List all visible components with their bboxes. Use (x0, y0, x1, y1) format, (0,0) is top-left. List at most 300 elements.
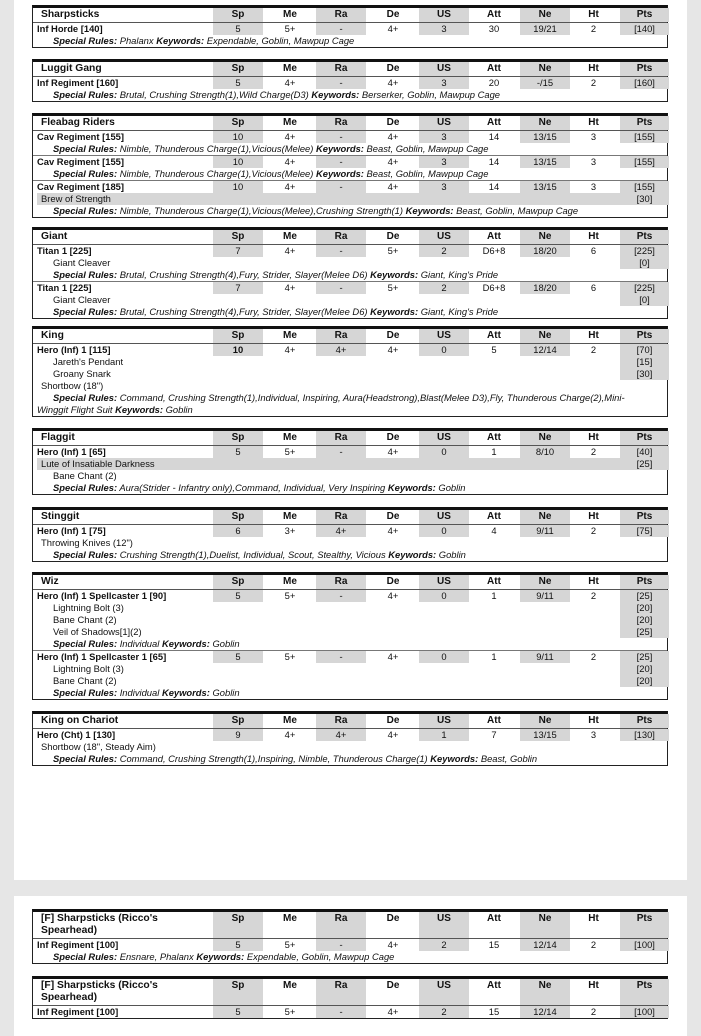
unit-name (41, 116, 115, 130)
stat-me: 4+ (284, 344, 296, 355)
column-header-ne: Ne (538, 9, 552, 20)
stat-ht: 2 (590, 23, 597, 34)
column-header-sp: Sp (231, 432, 245, 443)
stat-att: D6+8 (482, 245, 506, 256)
column-header-ra: Ra (334, 117, 348, 128)
column-header-ra: Ra (334, 715, 348, 726)
column-header-ra: Ra (334, 432, 348, 443)
unit-name (41, 431, 75, 445)
unit-row (33, 180, 667, 193)
unit-type-points: [90] (146, 590, 167, 601)
unit-row (33, 155, 667, 168)
stat-me: 5+ (284, 446, 296, 457)
column-header-ne: Ne (538, 63, 552, 74)
stat-de: 5+ (387, 245, 399, 256)
unit-type (37, 1006, 118, 1018)
unit-name-line: [F] Sharpsticks (Ricco's (41, 913, 158, 924)
stat-ne: 12/14 (533, 939, 557, 950)
unit-name-line: Spearhead) (41, 992, 98, 1003)
column-header-pts: Pts (636, 9, 653, 20)
unit-row (33, 35, 667, 47)
stat-pts: [100] (634, 1006, 655, 1017)
stat-ra: - (339, 590, 343, 601)
special-rules (53, 143, 488, 155)
stat-pts: [140] (634, 23, 655, 34)
unit-type (37, 446, 106, 458)
keywords-label: Keywords: (370, 306, 419, 317)
column-header-ht: Ht (588, 576, 599, 587)
stat-de: 4+ (387, 525, 399, 536)
unit-row (33, 143, 667, 155)
unit-row (33, 404, 667, 416)
keywords-text: Beast, Goblin (480, 753, 538, 764)
unit-type-label: Cav Regiment [155] (37, 131, 125, 142)
stat-ne: 18/20 (533, 282, 557, 293)
stat-us: 0 (441, 344, 447, 355)
stat-me: 4+ (284, 156, 296, 167)
special-rules-text: Phalanx (119, 35, 154, 46)
stat-att: 15 (488, 1006, 500, 1017)
special-rules (53, 35, 354, 47)
stat-de: 4+ (387, 23, 399, 34)
unit-type (37, 729, 115, 741)
column-header-me: Me (283, 576, 297, 587)
upgrade-item: Bane Chant (2) (53, 470, 117, 481)
unit-block (32, 572, 668, 700)
keywords-text: Giant, King's Pride (420, 269, 499, 280)
column-header-att: Att (487, 117, 501, 128)
unit-type-label: Hero (Inf) 1 (37, 590, 87, 601)
stat-us: 3 (441, 23, 447, 34)
stat-me: 5+ (284, 939, 296, 950)
special-rules-label: Special Rules: (53, 687, 118, 698)
stat-ne: 8/10 (535, 446, 555, 457)
column-header-us: US (437, 117, 451, 128)
column-header-pts: Pts (636, 511, 653, 522)
column-header-ne: Ne (538, 715, 552, 726)
stat-us: 3 (441, 131, 447, 142)
unit-name-line: Wiz (41, 576, 59, 587)
special-rules-text: Brutal, Crushing Strength(4),Fury, Strider, Slayer(Melee D6) (119, 269, 368, 280)
special-rules-text: Command, Crushing Strength(1),Individual, Inspiring, Aura(Headstrong),Blast(Melee D3),Fly, Thunderous Charge(2),Mini- (119, 392, 625, 403)
unit-type (37, 590, 166, 602)
stat-ne: 9/11 (536, 590, 554, 601)
column-header-us: US (437, 511, 451, 522)
column-header-ne: Ne (538, 980, 552, 991)
stat-us: 2 (441, 939, 447, 950)
column-header-sp: Sp (231, 576, 245, 587)
unit-row (33, 306, 667, 318)
unit-type (37, 23, 103, 35)
stat-pts: [155] (634, 156, 655, 167)
keywords-label: Keywords: (311, 89, 360, 100)
column-header-ne: Ne (538, 117, 552, 128)
stat-ra: 4+ (335, 344, 347, 355)
special-rules-text: Nimble, Thunderous Charge(1),Vicious(Melee),Crushing Strength(1) (119, 205, 403, 216)
stat-sp: 10 (232, 181, 244, 192)
column-header-ht: Ht (588, 117, 599, 128)
stat-att: 14 (488, 156, 500, 167)
stat-sp: 5 (235, 1006, 241, 1017)
stat-de: 4+ (387, 181, 399, 192)
stat-att: 1 (491, 446, 497, 457)
stat-sp: 9 (235, 729, 241, 740)
unit-block (32, 976, 668, 1019)
stat-us: 2 (441, 245, 447, 256)
unit-row (33, 939, 667, 951)
stat-us: 0 (441, 651, 447, 662)
column-header-sp: Sp (231, 231, 245, 242)
special-rules (53, 482, 466, 494)
unit-block (32, 59, 668, 102)
stat-pts: [25] (636, 590, 653, 601)
stat-pts: [130] (634, 729, 655, 740)
unit-type-label: Cav Regiment [185] (37, 181, 125, 192)
column-header-de: De (386, 980, 400, 991)
unit-row (33, 602, 667, 614)
unit-type (37, 181, 124, 193)
special-rules (53, 306, 498, 318)
stat-us: 3 (441, 156, 447, 167)
stat-ra: - (339, 939, 343, 950)
unit-row (33, 626, 667, 638)
special-rules (53, 638, 240, 650)
upgrade-item: Throwing Knives (12") (41, 537, 133, 548)
unit-row (33, 590, 667, 602)
stat-sp: 5 (235, 939, 241, 950)
unit-row (33, 257, 667, 269)
stat-pts: [225] (634, 282, 655, 293)
unit-name-line: Sharpsticks (41, 9, 100, 20)
special-rules-label: Special Rules: (53, 482, 118, 493)
column-header-ra: Ra (334, 511, 348, 522)
unit-type (37, 282, 92, 294)
stat-ht: 6 (590, 245, 597, 256)
stat-pts: [155] (634, 181, 655, 192)
column-header-pts: Pts (636, 913, 653, 924)
stat-us: 1 (441, 729, 447, 740)
unit-header (33, 230, 667, 245)
upgrade-points: [0] (639, 257, 650, 268)
stat-me: 5+ (284, 1006, 296, 1017)
special-rules-text: Aura(Strider - Infantry only),Command, Individual, Very Inspiring (119, 482, 386, 493)
column-header-sp: Sp (231, 715, 245, 726)
unit-header (33, 510, 667, 525)
special-rules-label: Special Rules: (53, 143, 118, 154)
special-rules-label: Special Rules: (53, 269, 118, 280)
special-rules-text: Brutal, Crushing Strength(4),Fury, Strider, Slayer(Melee D6) (119, 306, 368, 317)
special-rules-label: Special Rules: (53, 951, 118, 962)
column-header-ra: Ra (334, 231, 348, 242)
stat-sp: 7 (235, 245, 241, 256)
stat-us: 0 (441, 446, 447, 457)
column-header-me: Me (283, 330, 297, 341)
unit-block (32, 507, 668, 562)
column-header-ra: Ra (334, 63, 348, 74)
keywords-label: Keywords: (161, 638, 210, 649)
unit-name-line: [F] Sharpsticks (Ricco's (41, 980, 158, 991)
stat-sp: 10 (232, 156, 244, 167)
upgrade-points: [15] (636, 356, 653, 367)
stat-ra: - (339, 1006, 343, 1017)
unit-header (33, 714, 667, 729)
special-rules-text: Ensnare, Phalanx (119, 951, 194, 962)
column-header-me: Me (283, 9, 297, 20)
stat-ht: 2 (590, 939, 597, 950)
stat-me: 4+ (284, 77, 296, 88)
stat-me: 4+ (284, 282, 296, 293)
unit-block (32, 5, 668, 48)
column-header-ne: Ne (538, 432, 552, 443)
stat-me: 5+ (284, 651, 296, 662)
stat-att: 15 (488, 939, 500, 950)
stat-ne: 12/14 (533, 344, 557, 355)
keywords-text: Expendable, Goblin, Mawpup Cage (246, 951, 395, 962)
column-header-att: Att (487, 330, 501, 341)
stat-ra: 4+ (335, 729, 347, 740)
column-header-att: Att (487, 511, 501, 522)
upgrade-points: [20] (636, 602, 653, 613)
unit-header (33, 575, 667, 590)
special-rules-text: Nimble, Thunderous Charge(1),Vicious(Melee) (119, 168, 314, 179)
stat-ra: - (339, 77, 343, 88)
unit-type-label: Inf Regiment [100] (37, 939, 119, 950)
stat-pts: [75] (636, 525, 653, 536)
stat-ra: - (339, 446, 343, 457)
upgrade-item: Lightning Bolt (3) (53, 602, 124, 613)
unit-row (33, 356, 667, 368)
stat-att: 5 (491, 344, 497, 355)
stat-ht: 2 (590, 525, 597, 536)
stat-me: 4+ (284, 729, 296, 740)
stat-sp: 5 (235, 651, 241, 662)
unit-type (37, 344, 110, 356)
keywords-text: Berserker, Goblin, Mawpup Cage (361, 89, 501, 100)
unit-name (41, 62, 102, 76)
keywords-text: Goblin (438, 549, 466, 560)
column-header-me: Me (283, 63, 297, 74)
keywords-text: Goblin (165, 404, 193, 415)
unit-row (33, 470, 667, 482)
upgrade-item: Lute of Insatiable Darkness (41, 458, 155, 469)
stat-ht: 2 (590, 651, 597, 662)
stat-us: 0 (441, 590, 447, 601)
column-header-pts: Pts (636, 715, 653, 726)
stat-de: 4+ (387, 131, 399, 142)
upgrade-points: [20] (636, 663, 653, 674)
unit-header (33, 979, 667, 1006)
stat-de: 4+ (387, 729, 399, 740)
stat-pts: [25] (636, 651, 653, 662)
stat-me: 4+ (284, 245, 296, 256)
stat-ne: 13/15 (533, 729, 557, 740)
unit-row (33, 458, 667, 470)
unit-row (33, 368, 667, 380)
stat-us: 3 (441, 77, 447, 88)
unit-block (32, 227, 668, 319)
column-header-me: Me (283, 715, 297, 726)
stat-ne: 18/20 (533, 245, 557, 256)
stat-ht: 6 (590, 282, 597, 293)
column-header-me: Me (283, 231, 297, 242)
stat-ra: - (339, 156, 343, 167)
stat-sp: 5 (235, 23, 241, 34)
column-header-us: US (437, 913, 451, 924)
column-header-ht: Ht (588, 432, 599, 443)
unit-row (33, 294, 667, 306)
upgrade-points: [0] (639, 294, 650, 305)
upgrade-points: [30] (636, 193, 653, 204)
column-header-att: Att (487, 715, 501, 726)
unit-type (37, 131, 124, 143)
stat-ne: 9/11 (536, 525, 554, 536)
stat-ht: 3 (590, 131, 597, 142)
unit-row (33, 193, 667, 205)
keywords-text: Goblin (212, 687, 240, 698)
column-header-de: De (386, 913, 400, 924)
column-header-de: De (386, 432, 400, 443)
unit-name (41, 913, 158, 937)
column-header-ht: Ht (588, 715, 599, 726)
unit-row (33, 729, 667, 741)
unit-header (33, 116, 667, 131)
stat-de: 4+ (387, 344, 399, 355)
unit-name-line: Stinggit (41, 511, 80, 522)
special-rules (53, 205, 578, 217)
unit-row (33, 638, 667, 650)
unit-row (33, 281, 667, 294)
keywords-label: Keywords: (161, 687, 210, 698)
column-header-de: De (386, 576, 400, 587)
column-header-us: US (437, 980, 451, 991)
special-rules-text: Command, Crushing Strength(1),Inspiring, Nimble, Thunderous Charge(1) (119, 753, 428, 764)
upgrade-item: Bane Chant (2) (53, 614, 117, 625)
keywords-text: Giant, King's Pride (420, 306, 499, 317)
unit-row (33, 344, 667, 356)
column-header-ne: Ne (538, 511, 552, 522)
upgrade-item: Brew of Strength (41, 193, 111, 204)
stat-ra: - (339, 181, 343, 192)
special-rules-label: Special Rules: (53, 89, 118, 100)
stat-ra: 4+ (335, 525, 347, 536)
unit-header (33, 329, 667, 344)
column-header-ht: Ht (588, 980, 599, 991)
special-rules-label: Special Rules: (53, 638, 118, 649)
stat-ht: 2 (590, 77, 597, 88)
upgrade-item: Shortbow (18") (41, 380, 104, 391)
column-header-att: Att (487, 9, 501, 20)
unit-type (37, 245, 92, 257)
stat-me: 5+ (284, 23, 296, 34)
stat-ra: - (339, 282, 343, 293)
column-header-ne: Ne (538, 330, 552, 341)
keywords-label: Keywords: (315, 168, 364, 179)
column-header-ht: Ht (588, 511, 599, 522)
unit-block (32, 428, 668, 495)
unit-row (33, 525, 667, 537)
column-header-ra: Ra (334, 576, 348, 587)
unit-type (37, 651, 166, 663)
upgrade-item: Veil of Shadows[1](2) (53, 626, 142, 637)
unit-row (33, 131, 667, 143)
column-header-us: US (437, 9, 451, 20)
column-header-ra: Ra (334, 330, 348, 341)
stat-us: 0 (441, 525, 447, 536)
keywords-label: Keywords: (387, 482, 436, 493)
special-rules-text: Individual (119, 638, 160, 649)
unit-type-label: Titan 1 [225] (37, 245, 92, 256)
unit-name (41, 329, 64, 343)
column-header-de: De (386, 511, 400, 522)
column-header-de: De (386, 63, 400, 74)
special-rules-text: Crushing Strength(1),Duelist, Individual, Scout, Stealthy, Vicious (119, 549, 386, 560)
stat-att: 20 (488, 77, 500, 88)
stat-de: 4+ (387, 446, 399, 457)
special-rules-text: Brutal, Crushing Strength(1),Wild Charge(D3) (119, 89, 309, 100)
unit-type-label: Hero (Inf) 1 [115] (37, 344, 111, 355)
unit-name (41, 510, 79, 524)
column-header-att: Att (487, 576, 501, 587)
column-header-ht: Ht (588, 9, 599, 20)
column-header-de: De (386, 117, 400, 128)
stat-ne: 9/11 (536, 651, 554, 662)
upgrade-item: Giant Cleaver (53, 257, 111, 268)
column-header-me: Me (283, 913, 297, 924)
stat-de: 5+ (387, 282, 399, 293)
unit-name-line: Flaggit (41, 432, 75, 443)
special-rules (53, 753, 537, 765)
column-header-us: US (437, 330, 451, 341)
unit-block (32, 326, 668, 417)
unit-row (33, 380, 667, 392)
upgrade-points: [20] (636, 614, 653, 625)
unit-name-line: Fleabag Riders (41, 117, 115, 128)
stat-sp: 5 (235, 77, 241, 88)
keywords-label: Keywords: (405, 205, 454, 216)
stat-att: 30 (488, 23, 500, 34)
unit-type (37, 939, 118, 951)
special-rules (53, 89, 500, 101)
stat-ht: 2 (590, 1006, 597, 1017)
stat-ht: 2 (590, 446, 597, 457)
column-header-me: Me (283, 432, 297, 443)
column-header-att: Att (487, 432, 501, 443)
unit-row (33, 446, 667, 458)
column-header-ra: Ra (334, 980, 348, 991)
upgrade-item: Bane Chant (2) (53, 675, 117, 686)
unit-type-label: Hero (Cht) 1 [130] (37, 729, 116, 740)
column-header-pts: Pts (636, 231, 653, 242)
column-header-de: De (386, 9, 400, 20)
unit-type-points: [65] (146, 651, 167, 662)
stat-sp: 5 (235, 446, 241, 457)
column-header-ne: Ne (538, 576, 552, 587)
special-rules (53, 168, 488, 180)
unit-row (33, 675, 667, 687)
column-header-att: Att (487, 63, 501, 74)
keywords-label: Keywords: (388, 549, 437, 560)
keywords-text: Goblin (438, 482, 466, 493)
column-header-ht: Ht (588, 330, 599, 341)
column-header-pts: Pts (636, 432, 653, 443)
stat-de: 4+ (387, 1006, 399, 1017)
upgrade-shade (37, 193, 669, 205)
stat-ne: 12/14 (533, 1006, 557, 1017)
unit-row (33, 482, 667, 494)
stat-ra: - (339, 651, 343, 662)
stat-pts: [100] (634, 939, 655, 950)
unit-row (33, 392, 667, 404)
